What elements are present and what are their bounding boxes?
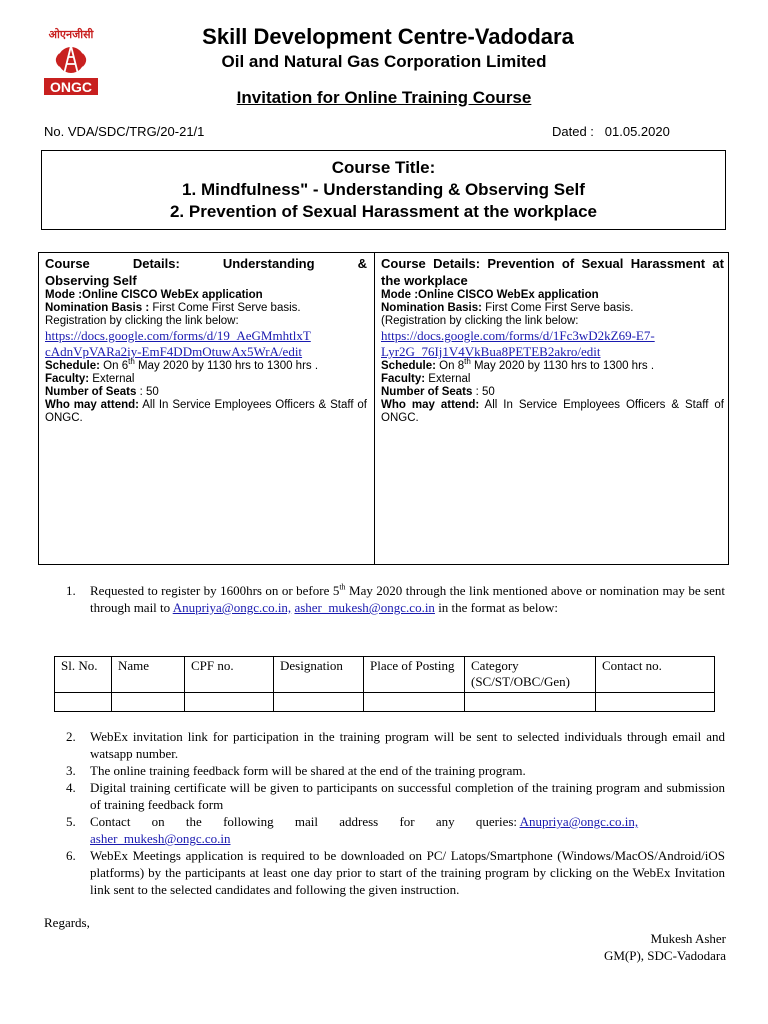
course-title-line2: 2. Prevention of Sexual Harassment at the workplace [169,202,598,221]
query-mail-asher[interactable]: asher_mukesh@ongc.co.in [90,831,231,846]
table-cell [596,693,715,712]
right-attend [381,399,724,425]
left-faculty [45,373,367,386]
instruction-6: WebEx Meetings application is required to be downloaded on PC/ Latops/Smartphone (Windows/MacOS/Android/iOS platforms) by the participants at least one day prior to start of the training program by clicking on the WebEx Invitation link sent to the selected candidates and following the given instruction. [90,848,725,897]
left-faculty-label: Faculty: [45,373,90,385]
instruction-1 [90,582,725,616]
left-schedule-pre: On 6 [99,360,129,372]
right-link-line1[interactable]: https://docs.google.com/forms/d/1Fc3wD2kZ69-E7- [381,328,655,343]
table-cell [274,693,364,712]
right-schedule-sup: th [464,357,471,367]
instruction-6-number: 6. [66,848,76,863]
left-schedule-label: Schedule: [45,360,100,372]
regards: Regards, [44,915,90,930]
instruction-4-number: 4. [66,780,76,795]
course-title-line1: 1. Mindfulness" - Understanding & Observing Self [182,180,585,199]
left-mode: Mode :Online CISCO WebEx application [45,289,263,301]
right-seats-label: Number of Seats [381,386,473,398]
left-heading-line2: Observing Self [45,273,137,288]
right-registration: (Registration by clicking the link below: [381,315,579,327]
instruction-2-number: 2. [66,729,76,744]
right-registration-link[interactable] [381,328,724,360]
right-link-line2[interactable]: Lyr2G_76Ij1V4VkBua8PETEB2akro/edit [381,344,601,359]
left-faculty-value: External [89,373,135,385]
org-subtitle: Oil and Natural Gas Corporation Limited [221,52,547,71]
right-nomination-value: First Come First Serve basis. [481,302,634,314]
signatory-designation: GM(P), SDC-Vadodara [603,948,726,963]
instruction-1-number: 1. [66,583,76,598]
col-designation: Designation [274,657,364,693]
instruction-5-number: 5. [66,814,76,829]
left-schedule-sup: th [128,357,135,367]
reference-number: No. VDA/SDC/TRG/20-21/1 [44,124,205,139]
instruction-3-number: 3. [66,763,76,778]
left-link-line2[interactable]: cAdnVpVARa2iy-EmF4DDmOtuwAx5WrA/edit [45,344,303,359]
left-seats [45,386,367,399]
left-attend-value: All In Service Employees Officers & Staff of ONGC. [45,399,367,424]
right-faculty-value: External [425,373,471,385]
col-name: Name [112,657,185,693]
table-cell [185,693,274,712]
date-line [552,124,670,139]
right-course-details [381,255,724,425]
left-attend [45,399,367,425]
left-registration: Registration by clicking the link below: [45,315,239,327]
left-attend-label: Who may attend: [45,399,139,411]
instruction-1-text-c: in the format as below: [434,600,559,615]
table-cell [112,693,185,712]
right-schedule-pre: On 8 [435,360,465,372]
right-faculty [381,373,724,386]
document-title: Invitation for Online Training Course [236,88,532,107]
col-place-of-posting: Place of Posting [364,657,465,693]
col-sl-no: Sl. No. [55,657,112,693]
table-cell [364,693,465,712]
instruction-5 [90,813,725,847]
column-divider [374,253,375,564]
right-heading: Course Details: Prevention of Sexual Harassment at the workplace [381,256,724,288]
left-nomination-value: First Come First Serve basis. [149,302,301,314]
right-schedule-label: Schedule: [381,360,436,372]
logo-ongc-text: ONGC [50,79,92,95]
dated-value: 01.05.2020 [604,124,670,139]
mail-link-asher[interactable]: asher_mukesh@ongc.co.in [294,600,435,615]
table-cell [465,693,596,712]
dated-label: Dated : [552,124,594,139]
right-attend-label: Who may attend: [381,399,480,411]
left-nomination-label: Nomination Basis : [45,302,150,314]
query-mail-anupriya[interactable]: Anupriya@ongc.co.in, [519,814,639,829]
table-header-row [55,657,715,693]
col-cpf-no: CPF no. [185,657,274,693]
left-seats-label: Number of Seats [45,386,137,398]
instruction-2: WebEx invitation link for participation in the training program will be sent to selected individuals through email and watsapp number. [90,729,725,761]
left-seats-value: : 50 [136,386,159,398]
right-seats [381,386,724,399]
left-registration-link[interactable] [45,328,367,360]
instruction-1-sup: th [339,582,346,592]
left-link-line1[interactable]: https://docs.google.com/forms/d/19_AeGMmhtlxT [45,328,311,343]
right-seats-value: : 50 [472,386,495,398]
right-faculty-label: Faculty: [381,373,426,385]
org-title: Skill Development Centre-Vadodara [202,24,574,49]
left-schedule [45,357,367,373]
right-schedule-post: May 2020 by 1130 hrs to 1300 hrs . [470,360,655,372]
table-cell [55,693,112,712]
right-schedule [381,357,724,373]
instruction-3: The online training feedback form will be shared at the end of the training program. [90,763,526,778]
course-title-label: Course Title: [331,158,436,177]
right-attend-value: All In Service Employees Officers & Staff of ONGC. [381,399,724,424]
right-nomination-label: Nomination Basis: [381,302,482,314]
course-title-box [41,150,726,230]
right-nomination [381,302,724,315]
registration-format-table [54,656,715,712]
left-course-details [45,255,367,425]
right-mode: Mode :Online CISCO WebEx application [381,289,599,301]
col-contact-no: Contact no. [596,657,715,693]
instruction-1-text-a: Requested to register by 1600hrs on or before 5 [90,583,340,598]
instruction-4: Digital training certificate will be given to participants on successful completion of the training program and submission of training feedback form [90,780,725,812]
course-details-table [38,252,729,565]
logo-devanagari-text: ओएनजीसी [48,28,94,41]
table-row [55,693,715,712]
instruction-5-text: Contact on the following mail address for any queries: [90,814,518,829]
left-nomination [45,302,367,315]
left-heading-line1: Course Details: Understanding & [45,256,367,271]
col-category: Category (SC/ST/OBC/Gen) [465,657,596,693]
left-schedule-post: May 2020 by 1130 hrs to 1300 hrs . [134,360,319,372]
signatory-name: Mukesh Asher [650,931,726,946]
instruction-1-text-b: May 2020 through the link mentioned above or nomination may be sent through mail to [90,583,725,615]
mail-link-anupriya[interactable]: Anupriya@ongc.co.in, [172,600,292,615]
